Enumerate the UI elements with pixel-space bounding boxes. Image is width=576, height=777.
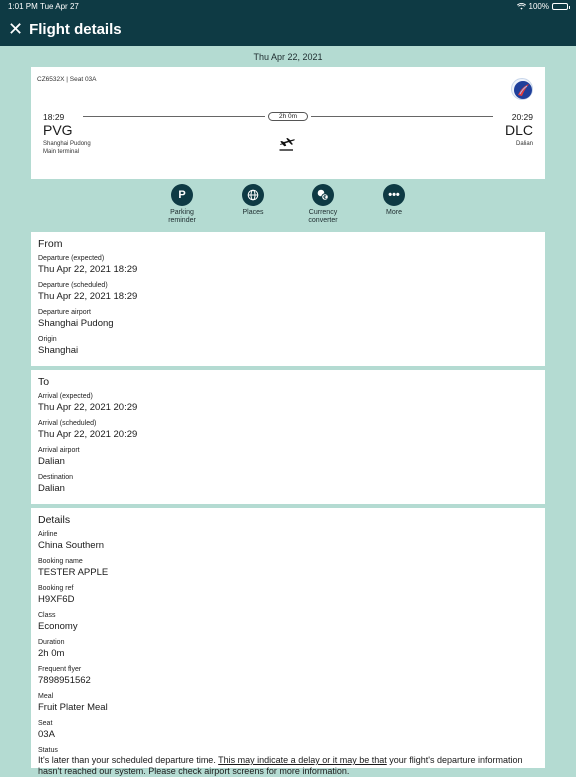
field-value: Thu Apr 22, 2021 18:29 xyxy=(38,264,138,275)
flight-date: Thu Apr 22, 2021 xyxy=(253,52,323,62)
departure-airport-info xyxy=(43,140,91,156)
close-icon[interactable]: ✕ xyxy=(8,19,24,39)
field-label: Duration xyxy=(38,639,65,646)
duration-pill: 2h 0m xyxy=(268,112,308,121)
more-button[interactable] xyxy=(364,184,424,217)
field-departure-scheduled xyxy=(38,281,538,308)
departure-code: PVG xyxy=(43,122,73,138)
flight-code-seat: CZ6532X | Seat 03A xyxy=(37,76,97,83)
field-value: Dalian xyxy=(38,483,65,494)
field-seat xyxy=(38,719,538,746)
field-value: 2h 0m xyxy=(38,648,65,659)
status-text-part1: It's later than your scheduled departure time. xyxy=(38,755,219,765)
svg-text:€: € xyxy=(323,195,327,201)
to-title: To xyxy=(38,376,50,388)
field-label: Airline xyxy=(38,531,58,538)
field-arrival-airport xyxy=(38,446,538,473)
more-dots-icon: ••• xyxy=(383,184,405,206)
field-airline xyxy=(38,530,538,557)
parking-reminder-button[interactable] xyxy=(152,184,212,224)
field-departure-expected xyxy=(38,254,538,281)
globe-icon xyxy=(242,184,264,206)
field-value: Fruit Plater Meal xyxy=(38,702,108,713)
places-label: Places xyxy=(242,209,264,216)
status-bar xyxy=(8,2,568,14)
departure-time: 18:29 xyxy=(43,112,65,122)
field-arrival-scheduled xyxy=(38,419,538,446)
status-text-part3: your flight's departure information hasn't reached our system. Please check airport screens for more information. xyxy=(38,755,523,776)
field-value: 03A xyxy=(38,729,55,740)
field-value: Economy xyxy=(38,621,78,632)
field-label: Origin xyxy=(38,336,57,343)
parking-label-line1: Parking xyxy=(170,209,194,216)
parking-icon: P xyxy=(171,184,193,206)
field-label: Class xyxy=(38,612,56,619)
field-value: Thu Apr 22, 2021 20:29 xyxy=(38,429,138,440)
field-value: China Southern xyxy=(38,540,105,551)
departure-terminal: Main terminal xyxy=(43,149,80,155)
field-duration xyxy=(38,638,538,665)
from-title: From xyxy=(38,238,63,250)
field-label: Seat xyxy=(38,720,53,727)
field-label: Departure (expected) xyxy=(38,255,105,262)
field-label: Status xyxy=(38,747,58,754)
field-label: Departure (scheduled) xyxy=(38,282,108,289)
arrival-airport-info xyxy=(516,140,533,148)
field-value: H9XF6D xyxy=(38,594,75,605)
currency-icon xyxy=(312,184,334,206)
field-label: Booking ref xyxy=(38,585,74,592)
field-value: Shanghai xyxy=(38,345,79,356)
field-class xyxy=(38,611,538,638)
plane-takeoff-icon xyxy=(278,135,296,153)
field-status xyxy=(38,746,538,777)
arrival-time: 20:29 xyxy=(511,112,533,122)
battery-icon xyxy=(552,3,568,10)
field-value: 7898951562 xyxy=(38,675,91,686)
from-section xyxy=(31,232,545,366)
currency-converter-button[interactable] xyxy=(293,184,353,224)
field-label: Frequent flyer xyxy=(38,666,82,673)
status-time: 1:01 PM xyxy=(8,2,38,11)
details-section xyxy=(31,508,545,776)
field-frequent-flyer xyxy=(38,665,538,692)
page-title: Flight details xyxy=(29,20,122,38)
battery-percent: 100% xyxy=(528,2,549,11)
status-right xyxy=(517,2,568,11)
arrival-code: DLC xyxy=(504,122,533,138)
field-origin xyxy=(38,335,538,362)
field-value: Thu Apr 22, 2021 20:29 xyxy=(38,402,138,413)
field-label: Arrival (expected) xyxy=(38,393,93,400)
details-title: Details xyxy=(38,514,71,526)
departure-airport-name: Shanghai Pudong xyxy=(43,141,91,147)
flight-summary-card xyxy=(31,67,545,179)
field-value: Thu Apr 22, 2021 18:29 xyxy=(38,291,138,302)
places-button[interactable] xyxy=(223,184,283,217)
currency-label-line2: converter xyxy=(308,216,338,224)
arrival-airport-name: Dalian xyxy=(515,141,533,147)
header-bar xyxy=(0,0,576,46)
field-label: Meal xyxy=(38,693,54,700)
field-arrival-expected xyxy=(38,392,538,419)
field-booking-ref xyxy=(38,584,538,611)
action-bar xyxy=(0,184,576,228)
route-line-left xyxy=(83,116,265,117)
field-label: Arrival (scheduled) xyxy=(38,420,97,427)
field-departure-airport xyxy=(38,308,538,335)
status-text-part2: This may indicate a delay or it may be that xyxy=(218,755,387,765)
parking-label-line2: reminder xyxy=(168,216,196,224)
field-label: Destination xyxy=(38,474,74,481)
field-value: TESTER APPLE xyxy=(38,567,109,578)
currency-converter-label xyxy=(293,209,353,224)
field-label: Booking name xyxy=(38,558,83,565)
field-value: Dalian xyxy=(38,456,65,467)
field-label: Departure airport xyxy=(38,309,91,316)
more-label: More xyxy=(386,209,402,216)
field-meal xyxy=(38,692,538,719)
field-booking-name xyxy=(38,557,538,584)
field-destination xyxy=(38,473,538,500)
field-value: Shanghai Pudong xyxy=(38,318,114,329)
airline-logo-icon xyxy=(511,78,533,100)
route-line-right xyxy=(311,116,493,117)
status-message xyxy=(38,755,538,777)
parking-reminder-label xyxy=(152,209,212,224)
field-label: Arrival airport xyxy=(38,447,80,454)
wifi-icon xyxy=(517,3,526,10)
currency-label-line1: Currency xyxy=(308,209,338,216)
to-section xyxy=(31,370,545,504)
status-date: Tue Apr 27 xyxy=(40,2,79,11)
